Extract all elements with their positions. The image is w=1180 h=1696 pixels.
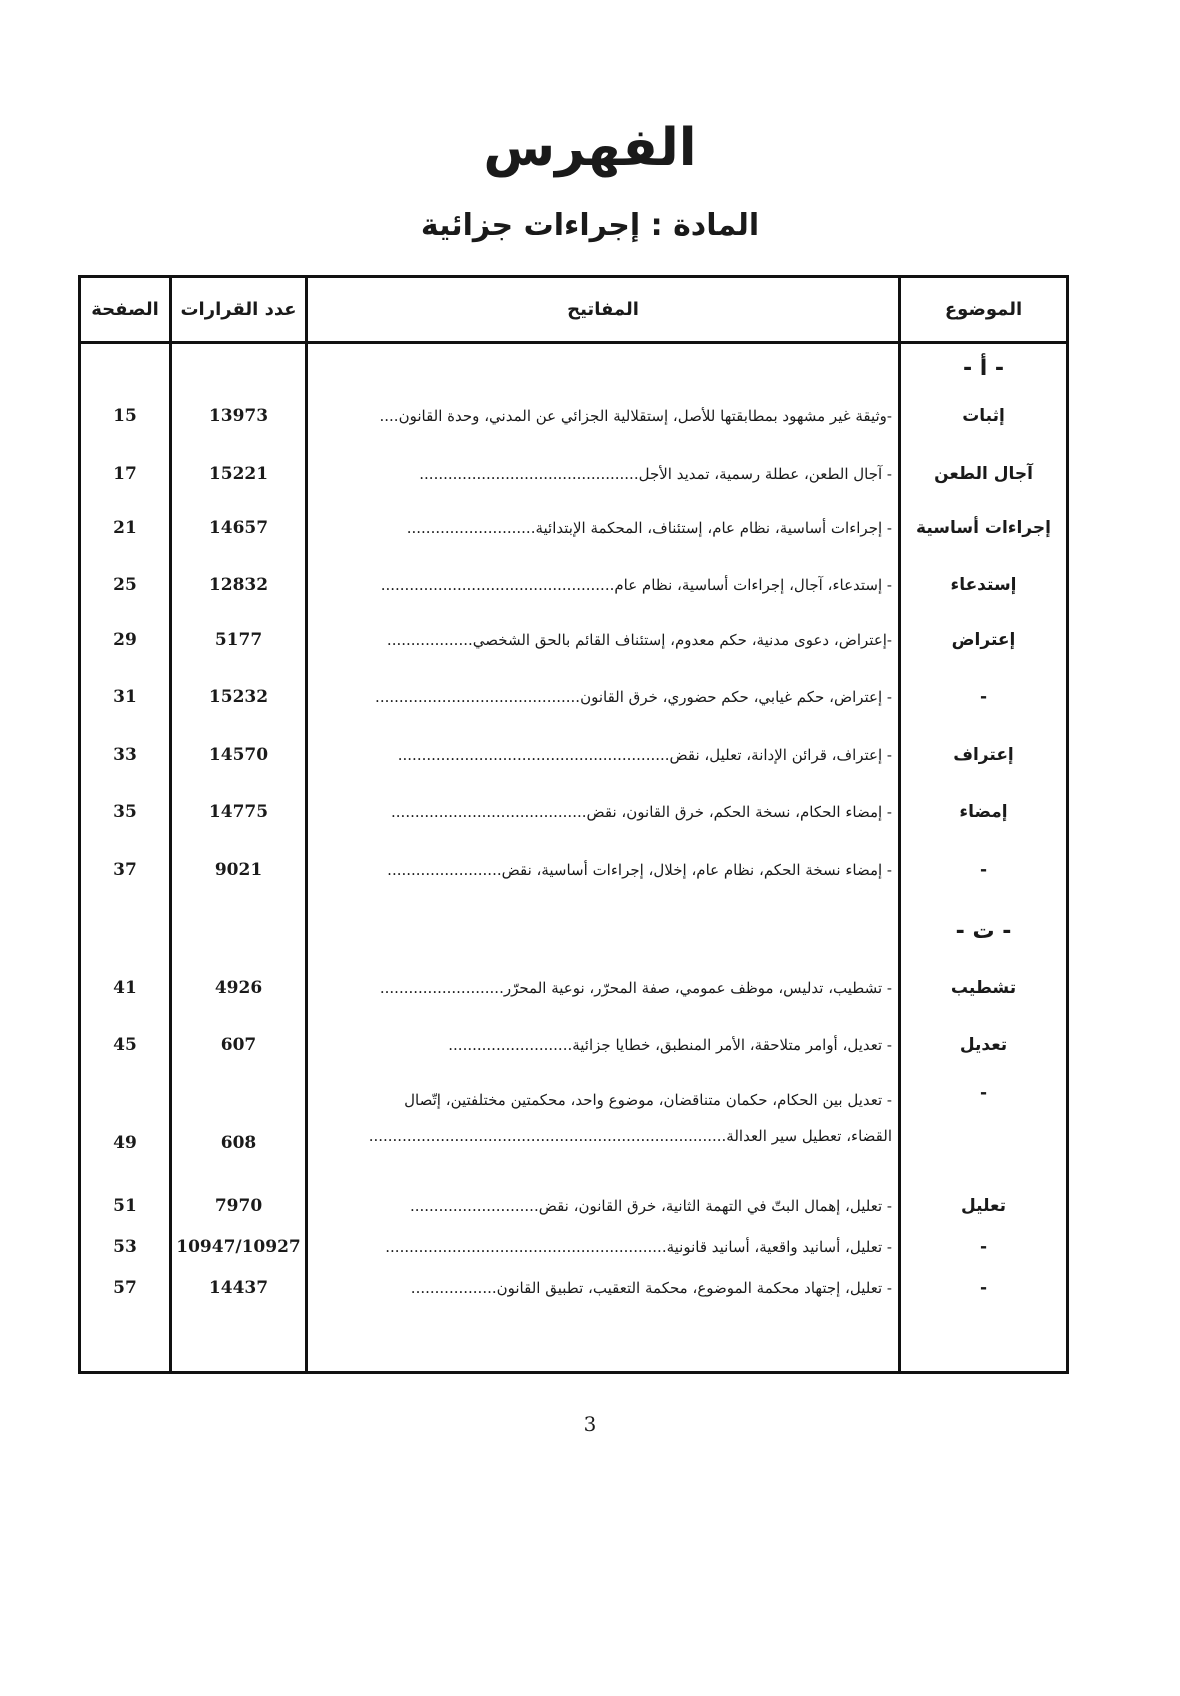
row-page: 35 — [113, 802, 137, 822]
row-decision-number: 15221 — [208, 464, 269, 484]
table-row — [81, 1073, 1066, 1163]
row-page: 29 — [113, 630, 137, 650]
row-keywords: - تعديل، أوامر متلاحقة، الأمر المنطبق، خطايا جزائية.......................... — [448, 1036, 892, 1054]
row-topic: تشطيب — [950, 978, 1017, 998]
row-decision-number: 14657 — [208, 518, 269, 538]
row-keywords: - إمضاء نسخة الحكم، نظام عام، إخلال، إجراءات أساسية، نقض........................ — [387, 861, 892, 879]
header-topic: الموضوع — [944, 299, 1023, 320]
row-page: 17 — [113, 464, 137, 484]
row-topic: إجراءات أساسية — [916, 518, 1051, 538]
row-page: 45 — [113, 1035, 137, 1055]
row-decision-number: 13973 — [208, 406, 269, 426]
row-page: 57 — [113, 1278, 137, 1298]
row-topic: آجال الطعن — [934, 464, 1033, 484]
header-divider — [81, 341, 1066, 344]
row-topic: - — [979, 1278, 988, 1298]
row-page: 41 — [113, 978, 137, 998]
row-page: 15 — [113, 406, 137, 426]
row-page: 25 — [113, 575, 137, 595]
table-row — [81, 1025, 1066, 1065]
row-decision-number: 10947/10927 — [176, 1237, 301, 1257]
row-decision-number: 9021 — [214, 860, 263, 880]
row-decision-number: 7970 — [214, 1196, 263, 1216]
row-topic: - — [979, 1237, 988, 1257]
table-row — [81, 620, 1066, 660]
row-topic: إستدعاء — [950, 575, 1017, 595]
row-keywords-block — [308, 1073, 898, 1163]
row-keywords: - إجراءات أساسية، نظام عام، إستئناف، المحكمة الإبتدائية........................... — [406, 519, 892, 537]
section-letter-row — [81, 348, 1066, 388]
table-row — [81, 565, 1066, 605]
row-decision-number: 15232 — [208, 687, 269, 707]
row-keywords: - تشطيب، تدليس، موظف عمومي، صفة المحرّر، نوعية المحرّر.......................... — [379, 979, 892, 997]
table-row — [81, 677, 1066, 717]
row-decision-number: 14775 — [208, 802, 269, 822]
index-table — [78, 275, 1069, 1374]
row-page: 51 — [113, 1196, 137, 1216]
row-topic: إعتراض — [951, 630, 1016, 650]
table-row — [81, 850, 1066, 890]
row-page: 49 — [113, 1133, 137, 1153]
row-decision-number: 12832 — [208, 575, 269, 595]
row-page: 21 — [113, 518, 137, 538]
table-row — [81, 792, 1066, 832]
row-keywords: - إمضاء الحكام، نسخة الحكم، خرق القانون، نقض......................................... — [391, 803, 892, 821]
table-row — [81, 454, 1066, 494]
row-keywords: -وثيقة غير مشهود بمطابقتها للأصل، إستقلالية الجزائي عن المدني، وحدة القانون.... — [379, 407, 892, 425]
page-subtitle: المادة : إجراءات جزائية — [420, 208, 760, 243]
table-row — [81, 1186, 1066, 1226]
row-decision-number: 4926 — [214, 978, 263, 998]
row-decision-number: 607 — [220, 1035, 257, 1055]
page-number: 3 — [583, 1412, 597, 1436]
row-keywords: - تعليل، إجتهاد محكمة الموضوع، محكمة التعقيب، تطبيق القانون.................. — [410, 1279, 892, 1297]
row-keywords: - تعليل، إهمال البتّ في التهمة الثانية، خرق القانون، نقض........................... — [409, 1197, 892, 1215]
section-letter: - أ - — [962, 355, 1005, 381]
row-decision-number: 5177 — [214, 630, 263, 650]
header-decision: عدد القرارات — [180, 299, 297, 320]
row-topic: إثبات — [962, 406, 1005, 426]
header-page: الصفحة — [91, 299, 159, 320]
row-topic: تعليل — [960, 1196, 1007, 1216]
row-topic: - — [979, 860, 988, 880]
row-topic: إمضاء — [959, 802, 1008, 822]
row-page: 53 — [113, 1237, 137, 1257]
row-page: 37 — [113, 860, 137, 880]
header-keywords: المفاتيح — [567, 299, 639, 320]
row-decision-number: 14437 — [208, 1278, 269, 1298]
section-letter-row — [81, 911, 1066, 951]
row-page: 31 — [113, 687, 137, 707]
row-keywords: - إعتراف، قرائن الإدانة، تعليل، نقض......................................................... — [397, 746, 892, 764]
row-decision-number: 14570 — [208, 745, 269, 765]
section-letter: - ت - — [955, 918, 1012, 944]
table-row — [81, 1227, 1066, 1267]
table-row — [81, 968, 1066, 1008]
table-row — [81, 508, 1066, 548]
table-row — [81, 1268, 1066, 1308]
row-topic: تعديل — [959, 1035, 1008, 1055]
row-keywords: - تعديل بين الحكام، حكمان متناقضان، موضوع واحد، محكمتين مختلفتين، إتّصال — [404, 1091, 892, 1109]
row-page: 33 — [113, 745, 137, 765]
table-row — [81, 396, 1066, 436]
page-title: الفهرس — [483, 118, 697, 178]
row-decision-number: 608 — [220, 1133, 257, 1153]
row-topic: إعتراف — [953, 745, 1014, 765]
row-keywords: -إعتراض، دعوى مدنية، حكم معدوم، إستئناف القائم بالحق الشخصي.................. — [386, 631, 892, 649]
row-keywords: - إستدعاء، آجال، إجراءات أساسية، نظام عام................................................. — [380, 576, 892, 594]
row-topic: - — [979, 687, 988, 707]
row-keywords-continued: القضاء، تعطيل سير العدالة........................................................................... — [368, 1127, 892, 1145]
table-row — [81, 735, 1066, 775]
row-topic: - — [979, 1083, 988, 1103]
row-keywords: - آجال الطعن، عطلة رسمية، تمديد الأجل.............................................. — [419, 465, 892, 483]
row-keywords: - تعليل، أسانيد واقعية، أسانيد قانونية........................................................... — [385, 1238, 892, 1256]
row-keywords: - إعتراض، حكم غيابي، حكم حضوري، خرق القانون........................................... — [375, 688, 892, 706]
